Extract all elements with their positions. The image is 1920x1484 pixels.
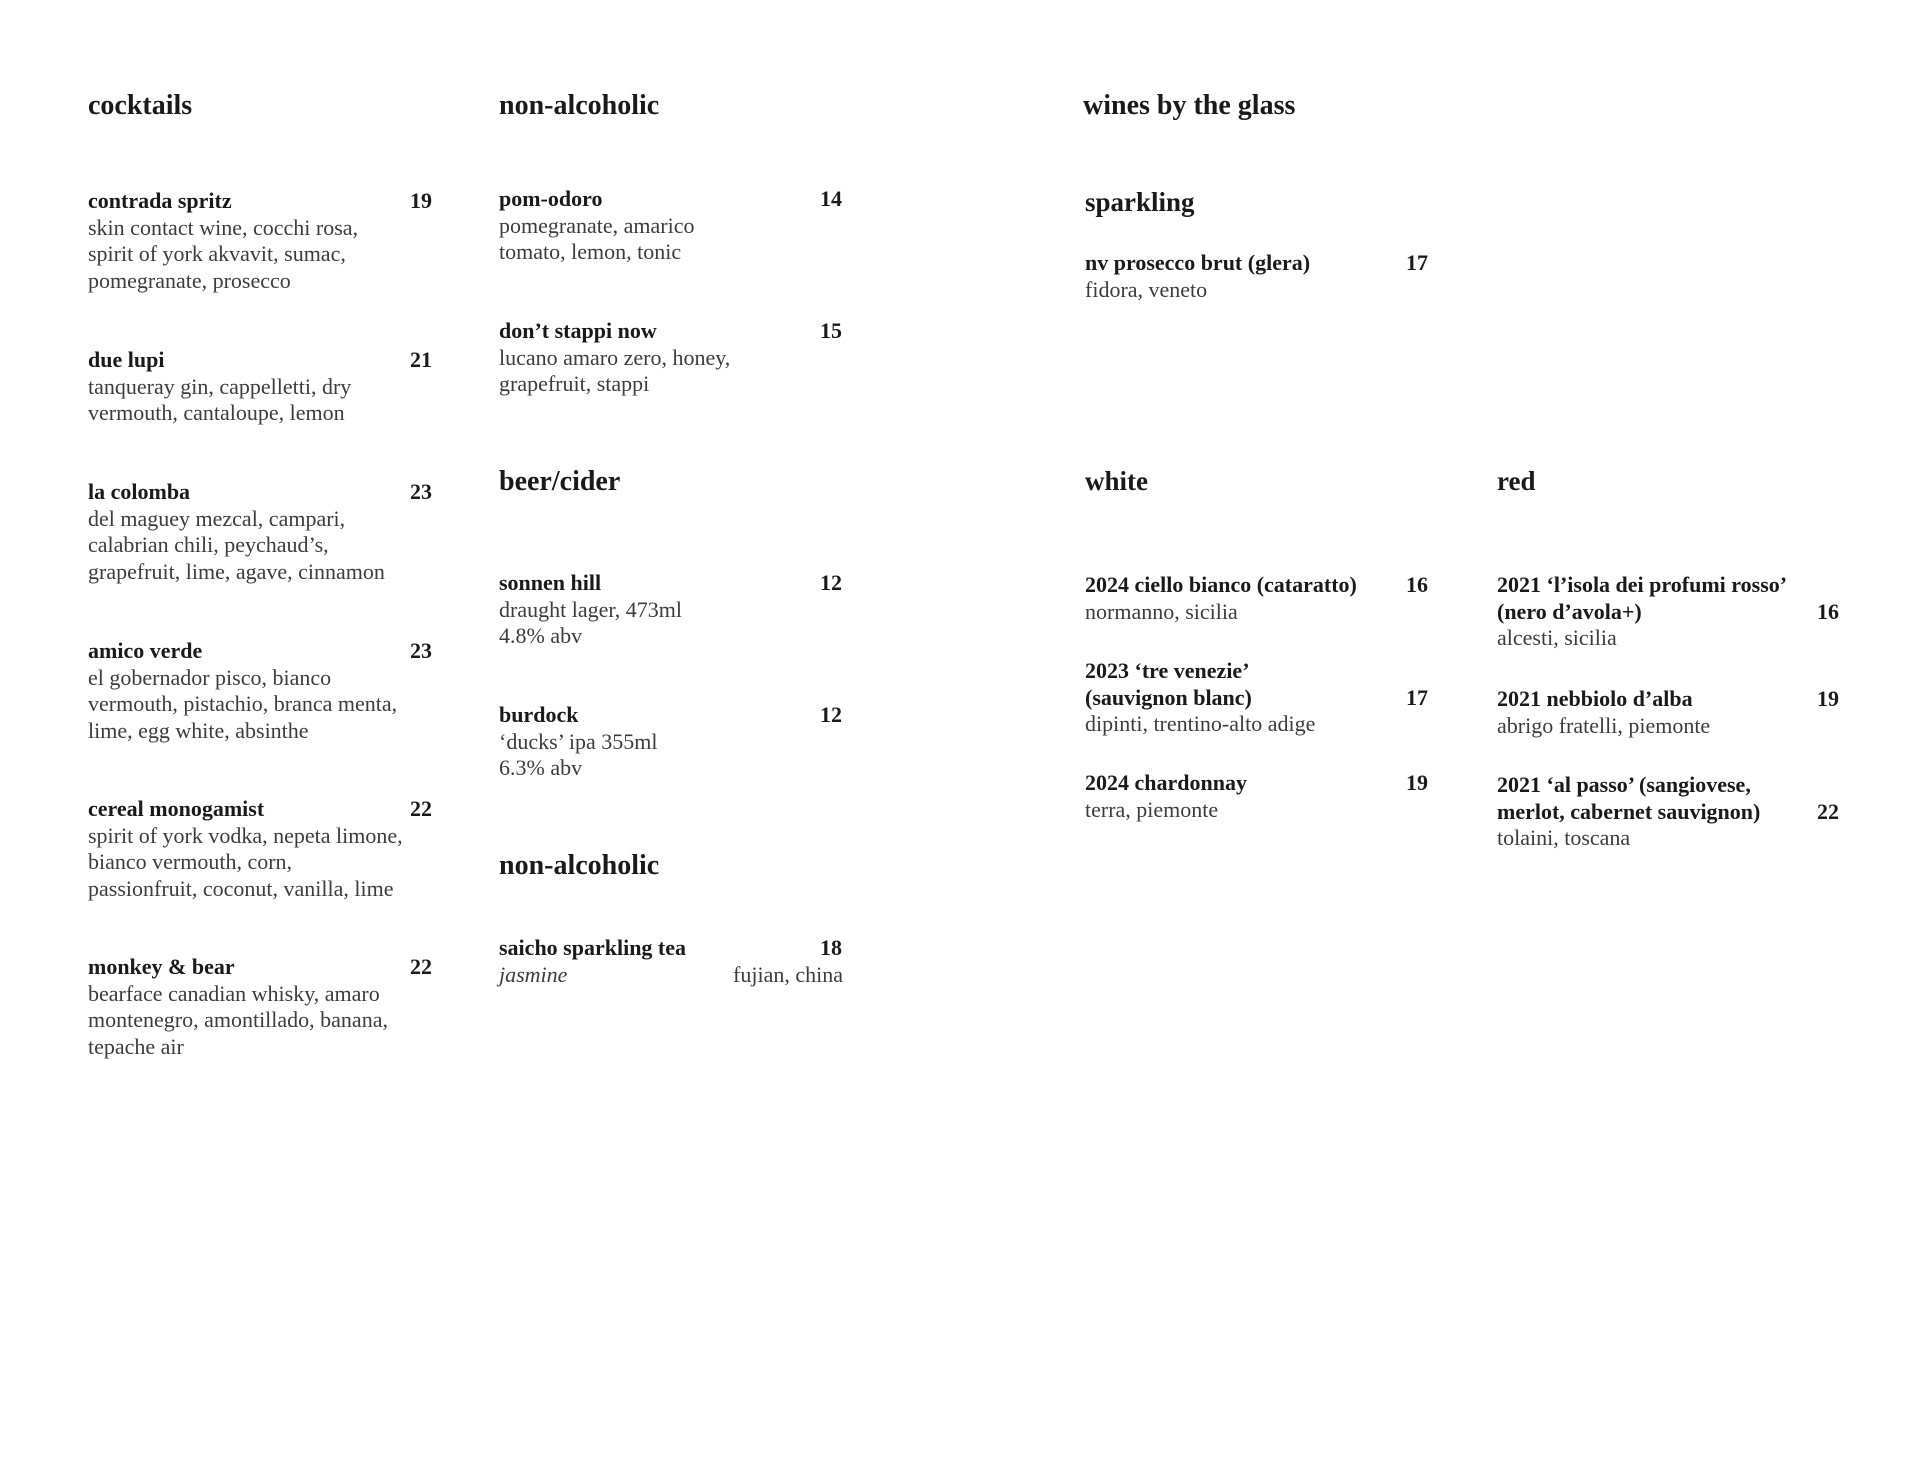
item-desc: 4.8% abv [499,623,583,648]
item-name: merlot, cabernet sauvignon) [1497,798,1761,824]
beer-cider-heading: beer/cider [499,466,621,497]
item-name: pom-odoro [499,186,603,211]
menu-item [499,186,849,266]
item-desc: alcesti, sicilia [1497,625,1617,650]
item-desc: tomato, lemon, tonic [499,239,682,264]
item-name: 2021 nebbiolo d’alba [1497,686,1693,711]
item-desc: spirit of york akvavit, sumac, [88,241,346,266]
item-desc: draught lager, 473ml [499,596,683,622]
item-desc: calabrian chili, peychaud’s, [88,532,329,557]
item-desc: pomegranate, prosecco [88,267,291,293]
item-desc: tepache air [88,1033,184,1059]
item-desc: lime, egg white, absinthe [88,717,309,743]
item-price: 22 [1817,798,1839,824]
menu-item [499,570,849,650]
menu-item [499,318,849,398]
item-price: 12 [820,702,842,727]
item-desc: bianco vermouth, corn, [88,849,293,874]
item-price: 23 [410,479,432,504]
item-desc: terra, piemonte [1085,796,1219,822]
menu-item [88,347,438,427]
item-desc: el gobernador pisco, bianco [88,664,332,690]
item-name: 2024 chardonnay [1085,770,1247,795]
white-heading: white [1085,466,1148,496]
menu-item [88,954,438,1060]
item-price: 14 [820,186,842,211]
item-desc-variety: jasmine [499,961,568,987]
item-desc: vermouth, pistachio, branca menta, [88,691,398,716]
menu-item [88,796,438,902]
item-desc: del maguey mezcal, campari, [88,505,346,531]
item-name: don’t stappi now [499,318,657,343]
item-name: 2021 ‘l’isola dei profumi rosso’ [1497,572,1788,597]
menu-item [88,479,438,585]
menu-item [1085,770,1445,823]
wines-heading: wines by the glass [1083,90,1296,121]
item-price: 21 [410,347,432,372]
menu-item [1497,772,1877,852]
menu-item [1497,572,1877,652]
item-desc: dipinti, trentino-alto adige [1085,711,1316,736]
non-alcoholic-heading: non-alcoholic [499,90,660,121]
item-desc: grapefruit, lime, agave, cinnamon [88,558,385,584]
item-desc: vermouth, cantaloupe, lemon [88,400,345,425]
menu-item [1085,658,1445,738]
item-name: contrada spritz [88,188,232,213]
item-price: 17 [1406,684,1428,710]
item-desc: bearface canadian whisky, amaro [88,980,380,1006]
item-name: 2024 ciello bianco (cataratto) [1085,572,1357,597]
item-name: 2023 ‘tre venezie’ [1085,658,1250,683]
menu-item [1085,250,1445,303]
item-desc: spirit of york vodka, nepeta limone, [88,822,403,848]
item-desc: passionfruit, coconut, vanilla, lime [88,875,394,901]
item-desc: abrigo fratelli, piemonte [1497,712,1711,738]
item-price: 15 [820,318,842,343]
item-price: 16 [1406,572,1428,597]
item-name: cereal monogamist [88,796,265,821]
item-desc: tanqueray gin, cappelletti, dry [88,373,352,399]
menu-item [88,188,438,294]
item-desc: montenegro, amontillado, banana, [88,1007,388,1032]
red-heading: red [1497,466,1536,496]
item-name: sonnen hill [499,570,602,595]
item-price: 23 [410,638,432,663]
item-price: 19 [1817,686,1839,711]
menu-item [499,935,849,988]
item-name: amico verde [88,638,203,663]
item-price: 16 [1817,598,1839,624]
item-price: 17 [1406,250,1428,275]
item-desc: ‘ducks’ ipa 355ml [499,728,658,754]
item-name: nv prosecco brut (glera) [1085,250,1311,275]
item-name: (sauvignon blanc) [1085,684,1252,710]
item-name: due lupi [88,347,165,372]
item-desc: skin contact wine, cocchi rosa, [88,214,359,240]
item-desc: grapefruit, stappi [499,371,650,396]
item-price: 22 [410,954,432,979]
item-desc: pomegranate, amarico [499,212,695,238]
item-desc: lucano amaro zero, honey, [499,344,731,370]
menu-item [1085,572,1445,625]
menu-item [1497,686,1877,739]
item-price: 19 [1406,770,1428,795]
item-desc-origin: fujian, china [733,961,843,987]
item-desc: fidora, veneto [1085,276,1208,302]
item-name: 2021 ‘al passo’ (sangiovese, [1497,772,1751,797]
cocktails-heading: cocktails [88,90,193,121]
item-desc: tolaini, toscana [1497,825,1631,850]
item-name: (nero d’avola+) [1497,598,1642,624]
menu-item [88,638,438,744]
item-price: 19 [410,188,432,213]
item-price: 18 [820,935,842,960]
item-name: burdock [499,702,579,727]
item-name: monkey & bear [88,954,235,979]
item-desc: 6.3% abv [499,755,583,780]
non-alcoholic-2-heading: non-alcoholic [499,850,660,881]
item-name: la colomba [88,479,191,504]
sparkling-heading: sparkling [1085,187,1195,217]
item-name: saicho sparkling tea [499,935,687,960]
menu-item [499,702,849,782]
item-price: 22 [410,796,432,821]
item-price: 12 [820,570,842,595]
item-desc: normanno, sicilia [1085,598,1238,624]
